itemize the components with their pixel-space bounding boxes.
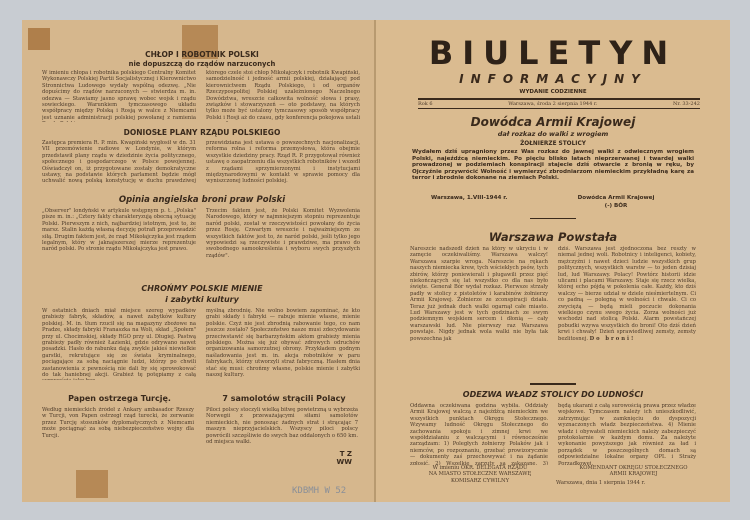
column-text: dziś. Warszawa jest zjednoczona bez reszty w niemal jednej woli. Robotnicy i inteligenci, kobiety, mężczyźni i nawet dzieci ludzie wszystkich grup politycznych, wszystkich warstw — to jeden dzisiaj lud, lud Warszawy. Polacy! Powtórz historii idzie ulicami i placami Warszawy. Staje się rzecz wielka, której echo pójdą w pokolenia całe. Każdy, kto dziś walczy — bierze udział w dziele nieśmiertelnym. Ci co padną — polegną w wolności i chwale. Ci co zwyciężą — będą mieli poczucie dokonania wielkiego czynu swego życia. Zorza wolności już wschodzi nad stolicą Polski. Alarm powstańczej pobudki wzywa wszystkich do broni! Oto dziś dzień krwi i chwały! Dzień sprawiedliwej zemsty, zemsty bezlitosnej.: [558, 246, 696, 342]
divider: [418, 98, 700, 100]
order-text: Wydałem dziś upragniony przez Was rozkaz do jawnej walki z odwiecznym wrogiem Polski, najeźdźcą niemieckim. Po pięciu blisko latach nieprzerwanej i twardej walki prowadzonej w podziemiach konspiracji stajecie dziś otwarcie z bronią w ręku, by Ojczyźnie przywrócić Wolność i wymierzyć zbrodniarzom niemieckim przykładną karę za terror i zbrodnie dokonane na ziemiach Polski.: [412, 149, 694, 181]
article-body: [410, 403, 696, 465]
footer-mark: T Z WW: [336, 450, 352, 466]
column: myślną zbrodnię. Nie wolno bowiem zapominać, że kto grabi składy i fabryki — rabuje mienie własne, mienie polskie. Czyż nie jest zbrodnią rabowanie tego, co nam jeszcze zostało? Społeczeństwo nasze musi zdecydowanie przeciwstawić się barbarzyńskim aktom grabieży mienia polskiego. Można się już obywać zdrowych odruchów organizowania samorzutnej obrony. Przykładem godnym naśladowania jest m. in. akcja robotników w paru fabrykach, którzy utworzyli straż fabryczną. Hasłem dnia stać się musi: chrońmy własne, polskie mienie i zabytki naszej kultury.: [206, 308, 360, 379]
edition-label: WYDANIE CODZIENNE: [519, 89, 587, 95]
column: Nareszcie nadszedł dzień na który w ukryciu i w zamęcie oczekiwaliśmy. Warszawa walczy! Warszawa szarpie wroga. Nareszcie na rękach naszych niemiecka krew, tych wściekłych psów, tych zbirów, którzy poniewierali i plugawili przez pięć niekończących się lat wszystko co dla nas było święte. Generał Bór wydał rozkaz. Pierwsze strzały padły w stolicy z pistoletów i karabinów żołnierzy Armii Krajowej. Żołnierze ze zconspiracji działa. Teraz już jednak duch walki ogarnął całe miasto. Lud Warszawy jest w tych godzinach ze swym podziemnym wojskiem sercem i dłonią — cały warszawski lud. Nie pierwszy raz Warszawa powstaje. Nigdy jednak wola walki nie była tak powszechna jak: [410, 246, 548, 342]
signature-line: ARMII KRAJOWEJ: [609, 471, 658, 478]
divider: [418, 108, 700, 109]
article-headline: 7 samolotów strącili Polacy: [222, 394, 346, 403]
column: przewidziana jest ustawa o powszechnych nacjonalizacji, reforma rolna i reforma przemysłowa, która obejmie wszystkie dziedziny pracy. Rząd R. P. przygotował również ustawę o zaopatrzeniu dla wszystkich robotników i wszedł z rządami sprzymierzonymi i instytucjami międzynarodowymi w kontakt w sprawie pomocy dla wyniszczonej ludności polskiej.: [206, 140, 360, 185]
signature-line: KOMENDANT OKRĘGU STOŁECZNEGO: [579, 465, 688, 471]
article-headline: Warszawa Powstała: [488, 230, 618, 244]
article-headline: CHROŃMY POLSKIE MIENIE: [141, 284, 263, 293]
article-body: [42, 308, 360, 380]
tape-stain: [76, 470, 108, 498]
article-headline: DONIOSŁE PLANY RZĄDU POLSKIEGO: [123, 128, 281, 137]
column: Trzecim faktem jest, że Polski Komitet Wyzwolenia Narodowego, który w najmniejszym stopniu reprezentuje naród polski, został w rzeczywistości powołany do życia przez Rosję. Czwartym wreszcie i najważniejszym ze wszystkich faktów jest to, że naród polski, jeśli tylko jego wypowiedzi są rzeczywiste i prawdziwe, ma prawo do swobodnego samookreślenia i wyboru swych przyszłych rządów".: [206, 208, 360, 259]
article-body: [42, 208, 360, 260]
closing-call: Do broni!: [589, 335, 636, 342]
signature-right: [566, 465, 701, 478]
divider: [530, 383, 576, 385]
dateline-bar: [418, 101, 700, 107]
column: Zastępca premiera R. P. min. Kwapiński wygłosił w dn. 31 VII przemówienie radiowe w Londynie, w którym przedstawił plany rządu w dziedzinie życia politycznego, społecznego i gospodarczego w Polsce powojennej. Oświadczył on, iż przygotowane zostały demokratyczne ustawy, na podstawie których parlament będzie mógł uchwalić nową polską konstytucję w duchu prawdziwej: [42, 140, 196, 185]
tape-stain: [28, 28, 50, 50]
signature-title: Dowódca Armii Krajowej: [577, 195, 655, 201]
column: „Observer" londyński w artykule wstępnym p. t. „Polska" pisze m. in.: „Cztery fakty charakteryzują obecną sytuację Polski. Pierwszym z nich, najbardziej istotnym, jest to, że marsz. Stalin każdą własną decyzję potrafi przeprowadzić siłą. Drugim faktem jest, że rząd Mikołajczyka jest rządem legalnym, który w jaknajszerszej mierze reprezentuje naród polski. Po stronie rządu Mikołajczyka jest prawo.: [42, 208, 197, 253]
divider: [530, 218, 576, 219]
column: będą ukarani z całą surowością prawa przez władze wojskowe. Tymczasem należy ich unieszkodliwić, zatrzymując w zamknięciu do dyspozycji wyznaczonych władz bezpieczeństwa. 4) Mienie władz i obywateli niemieckich należy zabezpieczyć protokolarnie w każdym domu. Za należyte wykonanie powyższego jak również za ład i porządek w poszczególnych domach są odpowiedzialne lokalne organy OPL i Straży Porządkowej.: [558, 403, 696, 465]
article-headline: Papen ostrzega Turcję.: [68, 394, 171, 403]
article-headline: ODEZWA WŁADZ STOLICY DO LUDNOŚCI: [462, 390, 644, 399]
article-body: [42, 140, 360, 185]
article-body: Według niemieckich źródeł z Ankary ambasador Rzeszy w Turcji, von Papen ostrzegł rząd turecki, że zerwanie przez Turcję stosunków dyplomatycznych z Niemcami może pociągnąć za sobą niebezpieczeństwo wojny dla Turcji.: [42, 407, 194, 439]
signature-left: [410, 465, 550, 484]
article-headline: CHŁOP I ROBOTNIK POLSKI: [145, 50, 259, 59]
signature-line: KOMISARZ CYWILNY: [451, 477, 509, 484]
column: [558, 246, 696, 346]
article-subhead: nie dopuszczą do rządów narzuconych: [128, 60, 276, 68]
issue-number: Nr. 33-242: [672, 101, 700, 107]
masthead-subtitle: INFORMACYJNY: [459, 72, 647, 86]
column: którego czele stoi chłop Mikołajczyk i robotnik Kwapiński, samodzielność i jedność armii polskiej, działającej pod kierownictwem Rządu Polskiego, i od organów Rzeczypospolitej Polskiej uzależnionego Naczelnego Dowództwa, wreszcie całkowita wolność słowa i prasy, związków i stowarzyszeń — oto podstawy, na których tylko może być ustalony tymczasowy sposób współpracy Polski i Rosji aż do czasu, gdy konferencja pokojowa ustali: [206, 70, 360, 121]
appeal-date: Warszawa, dnia 1 sierpnia 1944 r.: [556, 480, 646, 486]
lead-headline: Dowódca Armii Krajowej: [470, 115, 636, 129]
signature-line: W imieniu OKR. DELEGATA RZĄDU: [432, 465, 528, 471]
left-page: [22, 20, 374, 502]
right-page: [376, 20, 730, 502]
article-body: Piloci polscy stoczyli wielką bitwę powietrzną u wybrzeża Norwegii z przeważającymi siłami samolotów niemieckich, nie ponosząc żadnych strat i strącając 7 maszyn nieprzyjacielskich. Wszyscy piloci polscy powrócili szczęśliwie do swych baz oddalonych o 650 km. od miejsca walki.: [206, 407, 358, 445]
article-body: [410, 246, 696, 346]
newspaper-sheet: [22, 20, 730, 502]
archive-mark: KDBMH W 52: [292, 486, 347, 496]
column: Oddawna oczekiwana godzina wybiła. Oddziały Armii Krajowej walczą z najeźdźcą niemieckim we wszystkich punktach Okręgu Stołecznego. Wzywamy ludność Okręgu Stołecznego do zachowania spokoju i zimnej krwi we współdziałaniu z walczącymi i równocześnie zarządzam: 1) Poległych żołnierzy Polaków jak i niemców, po rozpoznaniu, grzebać prowizorycznie — dokumenty zaś przechowywać i na żądanie zgłosić. 2) Wszelkie zarzuty są zakazane. 3): [410, 403, 548, 465]
article-body: [42, 70, 360, 122]
year: Rok 6: [418, 101, 433, 107]
column: W imieniu chłopa i robotnika polskiego Centralny Komitet Wykonawczy Polskiej Partii Socjalistycznej i Kierownictwo Stronnictwa Ludowego wydały wspólną odezwę. „Nie dopuścimy do rządów narzuconych — stwierdza m. in. odezwa — Stawiamy jasno sprawę wobec wojsk i rządu sowieckiego. Warunkiem tymczasowego układu współpracy między Polską i Rosją w walce z Niemcami jest uznanie administracji polskiej powołanej z ramienia: [42, 70, 196, 121]
signature: (-) BÓR: [604, 203, 628, 209]
masthead-title: BIULETYN: [428, 34, 678, 72]
section-title: ŻOŁNIERZE STOLICY: [520, 141, 586, 147]
column: W ostatnich dniach miał miejsce szereg wypadków grabieży fabryk, składów, a nawet zabytków kultury polskiej. M. in. tłum rzucił się na magazyny zbożowe na Pradze, składy fabryki Franaszka na Woli, skład „Społem" przy ul. Chocimskiej, składy RGO przy ul. Długiej. Pastwą grabieży padły również Łazienki, gdzie odrywano nawet posadzki. Hasło do rabunku dają zwykle jakieś niewielkie garstki, rekrutujące się ze świata kryminalnego, pociągające za sobą naciągnie ludzi, którzy po chwili zastanowienia z pewnością nie dali by się sprowokować do tak haniebnej akcji. Grabież tę potępiamy z całą: [42, 308, 196, 379]
signature-line: NA MIASTO STOŁECZNE WARSZAWĘ: [428, 471, 532, 478]
lead-subhead: dał rozkaz do walki z wrogiem: [497, 130, 609, 138]
order-place-date: Warszawa, 1.VIII-1944 r.: [431, 195, 508, 201]
dateline: Warszawa, środa 2 sierpnia 1944 r.: [508, 101, 598, 107]
article-headline: Opinia angielska broni praw Polski: [118, 195, 286, 205]
article-subhead: i zabytki kultury: [165, 295, 239, 304]
